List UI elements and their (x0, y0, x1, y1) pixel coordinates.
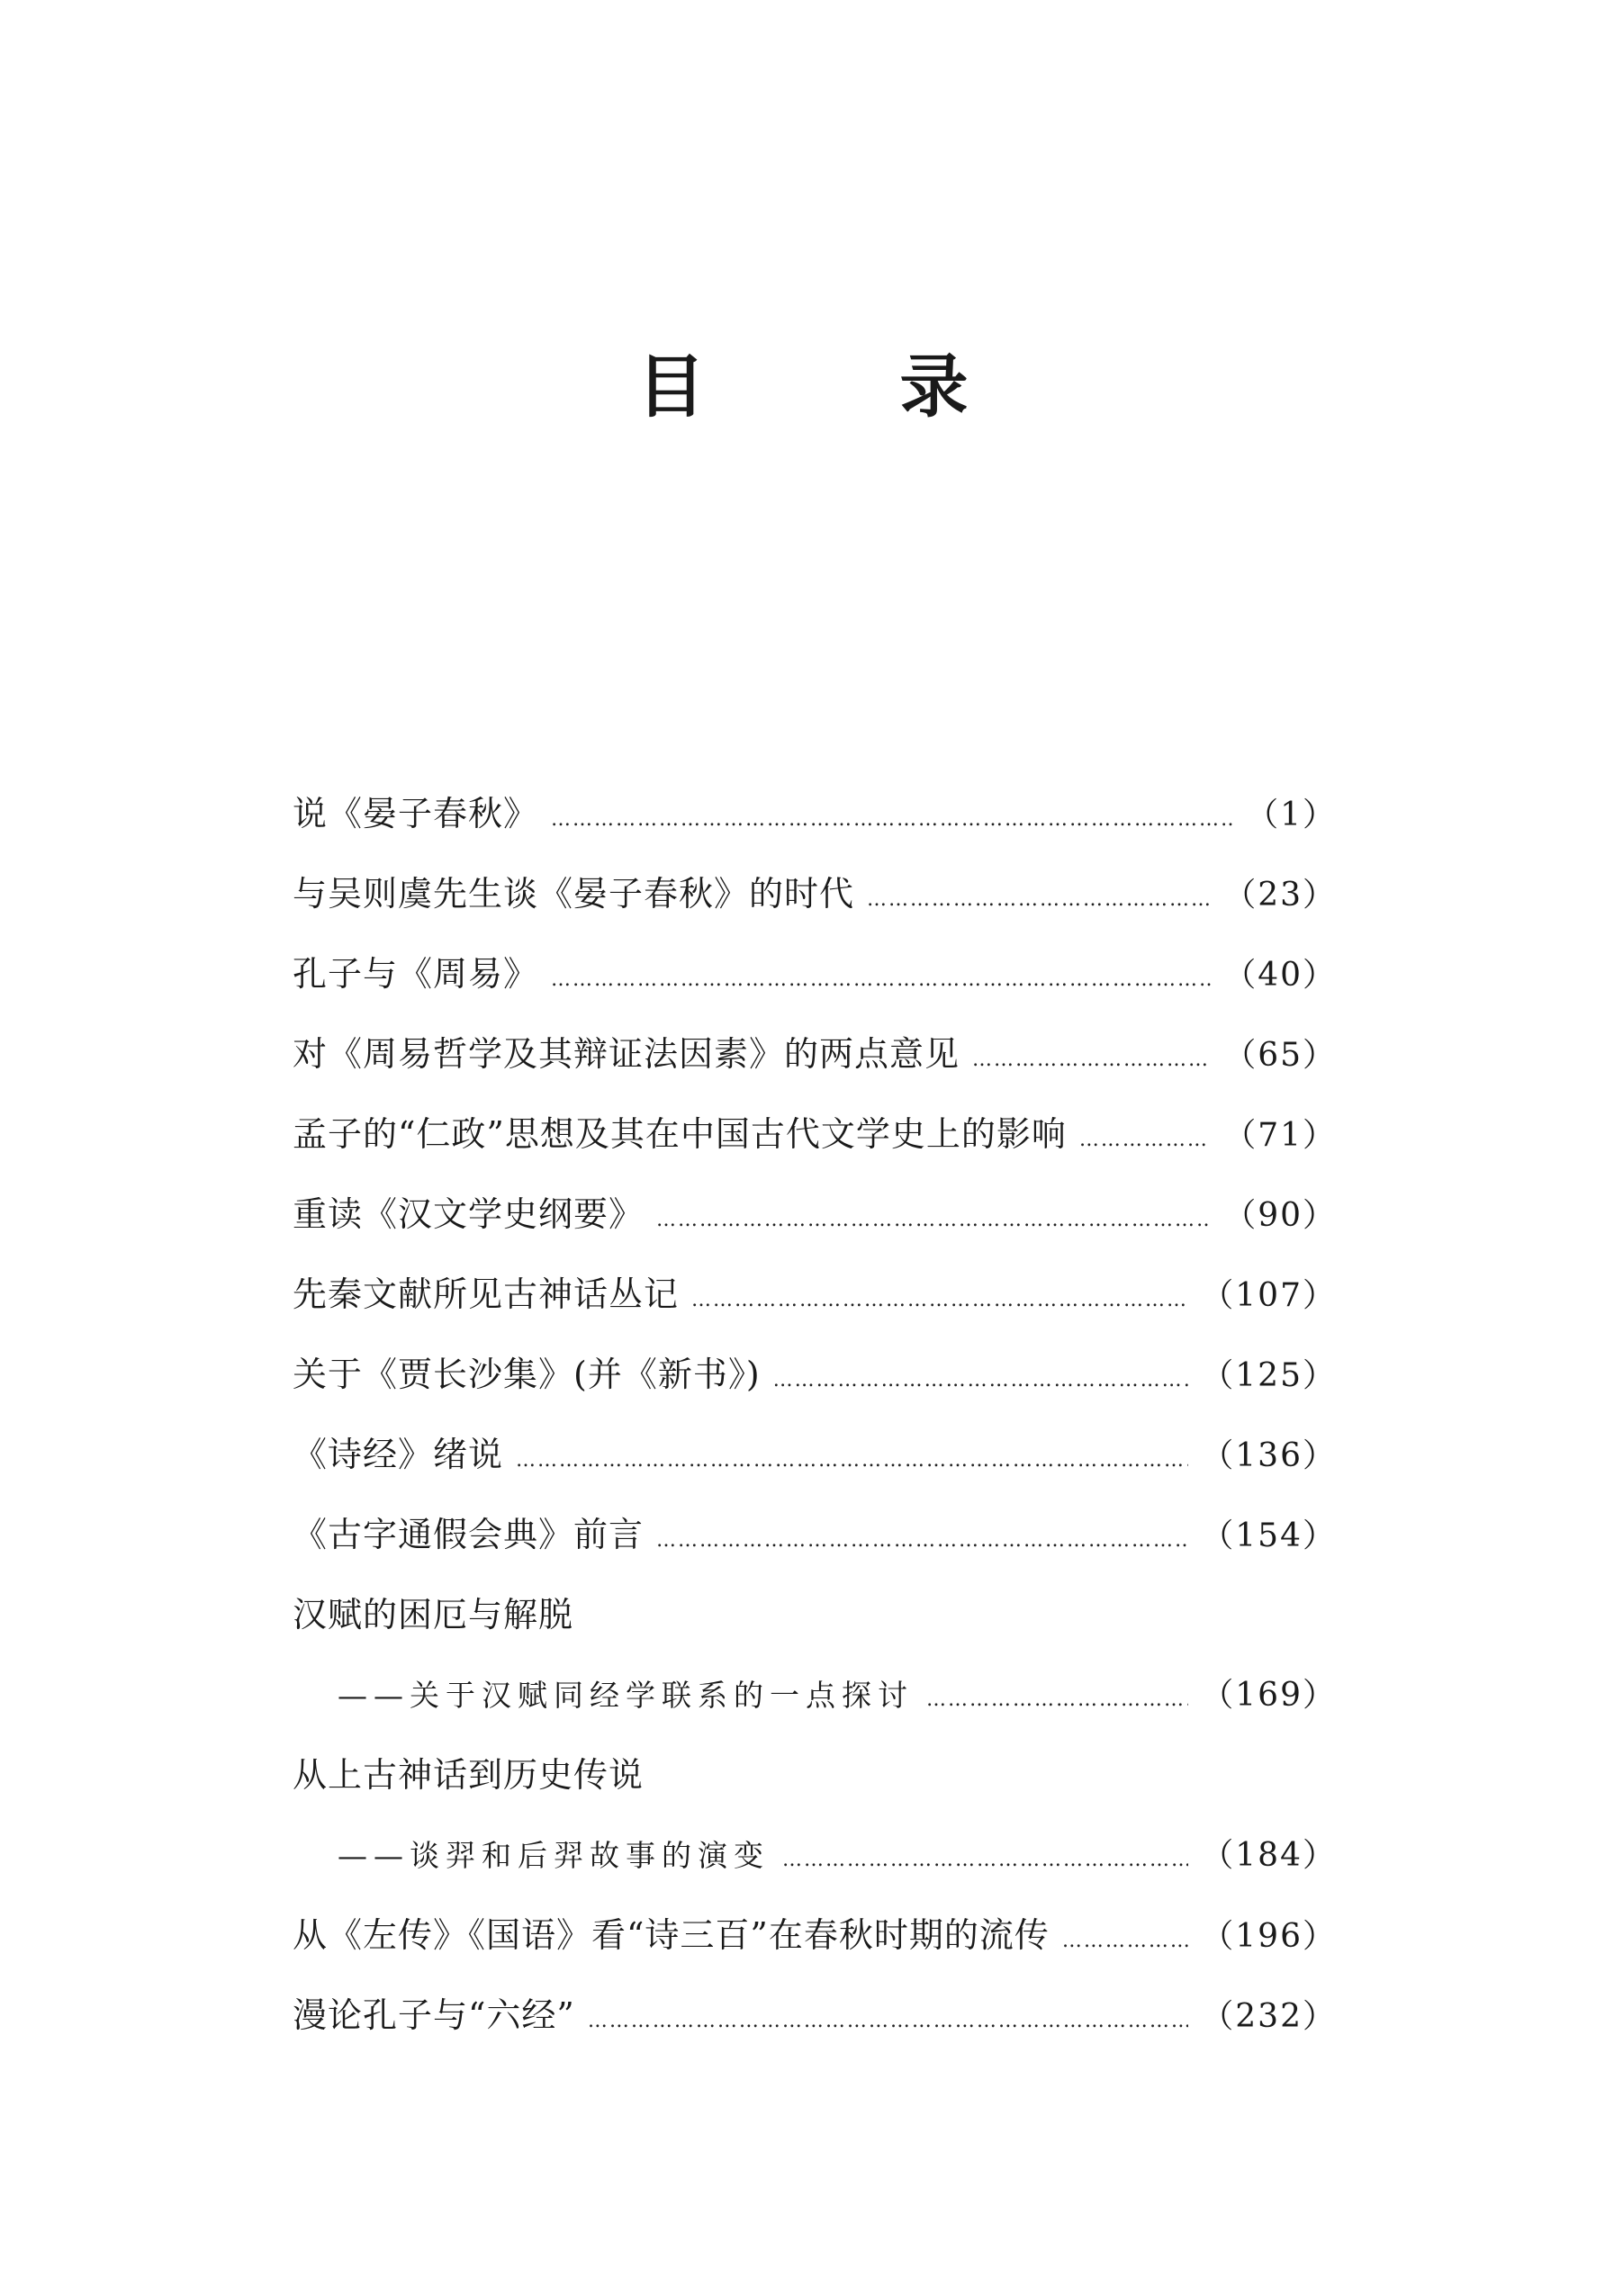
toc-entry-title: 对《周易哲学及其辩证法因素》的两点意见 (293, 1034, 960, 1074)
toc-entry-title: 漫论孔子与“六经” (293, 1995, 575, 2035)
toc-dot-leader (773, 1340, 1189, 1420)
toc-entry-title: 《诗经》绪说 (293, 1435, 504, 1474)
toc-entry[interactable] (293, 1255, 1337, 1335)
toc-entry-title: 先秦文献所见古神话丛记 (293, 1274, 680, 1314)
toc-dot-leader (656, 1500, 1188, 1580)
toc-page-number: （169） (1201, 1677, 1337, 1714)
toc-entry-title: 说《晏子春秋》 (293, 794, 539, 833)
toc-entry-title: 从《左传》《国语》看“诗三百”在春秋时期的流传 (293, 1915, 1050, 1955)
toc-page-number: （107） (1201, 1277, 1337, 1314)
toc-entry[interactable] (293, 774, 1337, 854)
toc-dot-leader (551, 779, 1233, 860)
toc-entry-title: 《古字通假会典》前言 (293, 1515, 645, 1554)
toc-entry-title: 关于《贾长沙集》(并《新书》) (293, 1355, 761, 1394)
toc-page-number: （184） (1201, 1837, 1337, 1874)
toc-dot-leader (867, 860, 1211, 940)
toc-dot-leader (782, 1820, 1188, 1900)
toc-dot-leader (656, 1180, 1211, 1260)
toc-page-number: （1） (1246, 797, 1337, 833)
toc-entry-title: 汉赋的困厄与解脱 (293, 1595, 574, 1634)
toc-page-number: （196） (1201, 1918, 1337, 1955)
toc-entry[interactable] (293, 1495, 1337, 1575)
toc-page-number: （71） (1223, 1117, 1337, 1154)
toc-entry[interactable] (293, 1415, 1337, 1495)
toc-entry-subtitle[interactable] (293, 1655, 1337, 1735)
toc-page-number: （232） (1201, 1998, 1337, 2035)
toc-entry[interactable] (293, 1094, 1337, 1175)
toc-entry[interactable] (293, 1175, 1337, 1255)
toc-page-number: （125） (1201, 1357, 1337, 1394)
toc-entry-title: 孔子与《周易》 (293, 954, 539, 994)
toc-entry-subtitle-text: ——谈羿和后羿故事的演变 (338, 1838, 770, 1873)
toc-entry[interactable] (293, 1895, 1337, 1976)
toc-entry-heading[interactable] (293, 1735, 1337, 1815)
toc-entry-title: 重读《汉文学史纲要》 (293, 1194, 645, 1234)
toc-dot-leader (1079, 1100, 1211, 1180)
toc-page-number: （65） (1223, 1037, 1337, 1074)
toc-dot-leader (972, 1020, 1211, 1100)
toc-dot-leader (516, 1420, 1188, 1500)
toc-entry[interactable] (293, 1014, 1337, 1094)
toc-entry-heading[interactable] (293, 1575, 1337, 1655)
toc-entry[interactable] (293, 854, 1337, 934)
toc-entry[interactable] (293, 1976, 1337, 2056)
toc-entry-title: 孟子的“仁政”思想及其在中国古代文学史上的影响 (293, 1114, 1067, 1154)
toc-dot-leader (1062, 1901, 1188, 1981)
toc-dot-leader (691, 1260, 1188, 1340)
toc-dot-leader (551, 940, 1211, 1020)
toc-dot-leader (926, 1660, 1188, 1740)
toc-page-number: （23） (1223, 877, 1337, 914)
toc-page-number: （154） (1201, 1517, 1337, 1554)
table-of-contents (293, 774, 1337, 2056)
toc-page-number: （90） (1223, 1197, 1337, 1234)
toc-page-number: （136） (1201, 1437, 1337, 1474)
toc-page-number: （40） (1223, 957, 1337, 994)
toc-entry-subtitle[interactable] (293, 1815, 1337, 1895)
toc-entry-subtitle-text: ——关于汉赋同经学联系的一点探讨 (338, 1678, 914, 1713)
page-title: 目 录 (636, 347, 1032, 427)
toc-entry[interactable] (293, 1335, 1337, 1415)
toc-dot-leader (588, 1981, 1188, 2061)
toc-entry-title: 与吴则虞先生谈《晏子春秋》的时代 (293, 874, 855, 914)
toc-entry[interactable] (293, 934, 1337, 1014)
toc-entry-title: 从上古神话到历史传说 (293, 1755, 645, 1795)
